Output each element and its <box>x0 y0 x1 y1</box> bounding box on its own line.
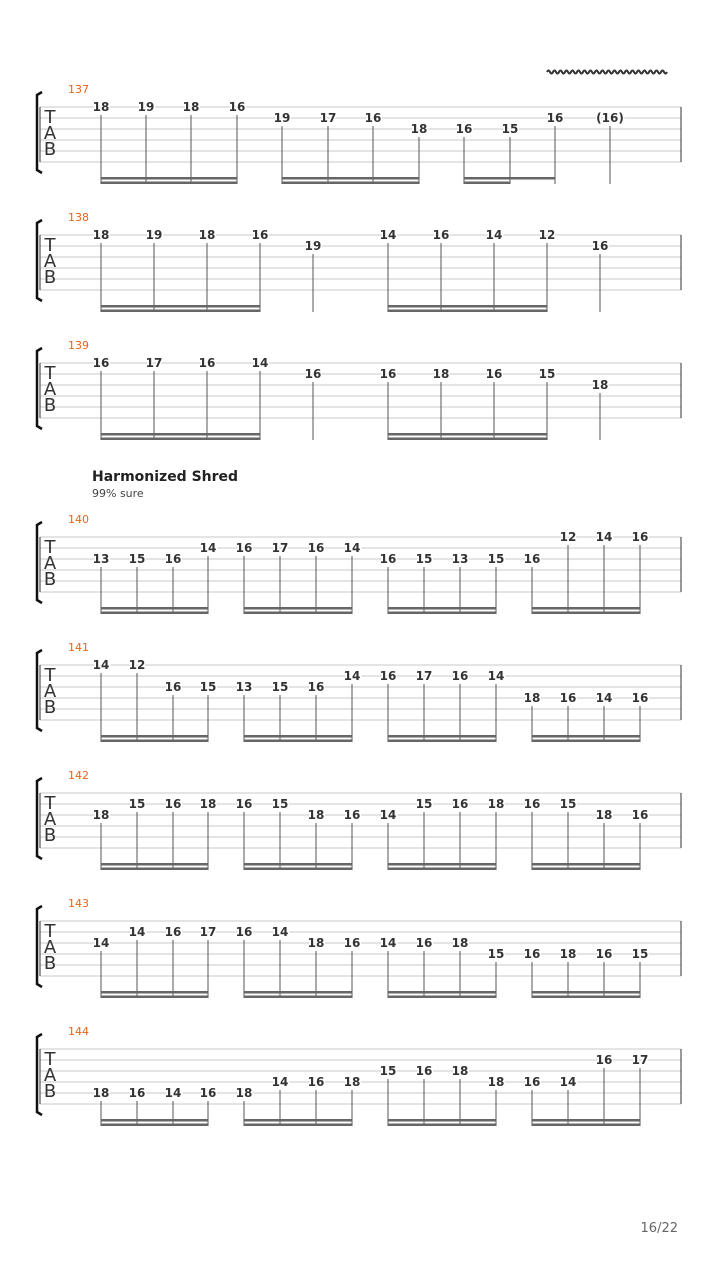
fret-number: 14 <box>485 228 503 242</box>
tab-system <box>37 211 681 312</box>
beam-primary <box>388 991 496 994</box>
fret-number: 17 <box>415 669 433 683</box>
fret-number: 17 <box>271 541 289 555</box>
fret-number: 18 <box>451 936 469 950</box>
fret-number: 14 <box>595 691 613 705</box>
fret-number: 18 <box>307 808 325 822</box>
fret-number: 19 <box>137 100 155 114</box>
tab-clef-letter: T <box>44 921 56 942</box>
beam-primary <box>101 863 208 866</box>
fret-number: 16 <box>307 680 325 694</box>
beam-primary <box>532 735 640 738</box>
tab-clef-letter: A <box>43 379 57 400</box>
fret-number: 18 <box>451 1064 469 1078</box>
fret-number: 16 <box>343 936 361 950</box>
fret-number: 18 <box>307 936 325 950</box>
fret-number: 16 <box>379 367 397 381</box>
beam-primary <box>101 433 260 436</box>
fret-number: 12 <box>128 658 146 672</box>
fret-number: 16 <box>631 691 649 705</box>
beam-primary <box>282 177 419 180</box>
fret-number: 18 <box>92 228 110 242</box>
tab-system <box>37 513 681 614</box>
beam-secondary <box>101 996 208 999</box>
fret-number: 16 <box>595 947 613 961</box>
fret-number: 18 <box>591 378 609 392</box>
fret-number: 17 <box>199 925 217 939</box>
section-title: Harmonized Shred <box>92 469 239 485</box>
fret-number: 18 <box>235 1086 253 1100</box>
tab-clef-letter: B <box>43 569 57 590</box>
fret-number: 17 <box>145 356 163 370</box>
fret-number: 19 <box>273 111 291 125</box>
fret-number: 16 <box>307 1075 325 1089</box>
fret-number: 18 <box>432 367 450 381</box>
beam-primary <box>532 607 640 610</box>
tab-clef-letter: A <box>43 1065 57 1086</box>
measure-number: 141 <box>68 641 89 654</box>
fret-number: 16 <box>631 530 649 544</box>
beam-primary <box>388 607 496 610</box>
beam-secondary <box>282 182 419 185</box>
beam-primary <box>464 177 555 180</box>
vibrato-mark <box>547 71 667 74</box>
fret-number: 14 <box>271 925 289 939</box>
beam-secondary <box>388 868 496 871</box>
beam-primary <box>244 863 352 866</box>
tab-system <box>37 1025 681 1126</box>
fret-number: 14 <box>251 356 269 370</box>
fret-number: 14 <box>595 530 613 544</box>
fret-number: 14 <box>343 669 361 683</box>
fret-number: 16 <box>235 797 253 811</box>
fret-number: 16 <box>485 367 503 381</box>
fret-number: 16 <box>199 1086 217 1100</box>
fret-number: 14 <box>92 936 110 950</box>
fret-number: 16 <box>343 808 361 822</box>
tab-clef-letter: B <box>43 697 57 718</box>
fret-number: 18 <box>182 100 200 114</box>
fret-number: 13 <box>235 680 253 694</box>
fret-number: 18 <box>92 1086 110 1100</box>
tab-clef-letter: A <box>43 681 57 702</box>
beam-primary <box>388 433 547 436</box>
beam-secondary <box>388 996 496 999</box>
fret-number: 14 <box>271 1075 289 1089</box>
fret-number: 18 <box>92 808 110 822</box>
fret-number: 16 <box>631 808 649 822</box>
beam-secondary <box>101 310 260 313</box>
beam-secondary <box>244 1124 352 1127</box>
fret-number: 16 <box>379 669 397 683</box>
fret-number: 18 <box>595 808 613 822</box>
tab-clef-letter: T <box>44 537 56 558</box>
fret-number: 15 <box>487 552 505 566</box>
beam-primary <box>101 735 208 738</box>
fret-number: 15 <box>415 552 433 566</box>
tab-clef-letter: B <box>43 139 57 160</box>
measure-number: 138 <box>68 211 89 224</box>
beam-secondary <box>101 182 237 185</box>
beam-primary <box>244 735 352 738</box>
fret-number: 16 <box>198 356 216 370</box>
fret-number: 16 <box>523 552 541 566</box>
beam-secondary <box>101 438 260 441</box>
beam-secondary <box>244 996 352 999</box>
beam-primary <box>101 177 237 180</box>
measure-number: 139 <box>68 339 89 352</box>
beam-primary <box>532 991 640 994</box>
tab-clef-letter: A <box>43 809 57 830</box>
fret-number: 18 <box>559 947 577 961</box>
fret-number: 18 <box>198 228 216 242</box>
beam-primary <box>101 305 260 308</box>
beam-secondary <box>388 612 496 615</box>
fret-number: 16 <box>164 797 182 811</box>
beam-primary <box>101 607 208 610</box>
tab-system <box>37 339 681 440</box>
beam-secondary <box>244 612 352 615</box>
fret-number: 16 <box>523 947 541 961</box>
beam-secondary <box>244 740 352 743</box>
fret-number: 15 <box>538 367 556 381</box>
beam-secondary <box>388 310 547 313</box>
measure-number: 140 <box>68 513 89 526</box>
fret-number: 14 <box>92 658 110 672</box>
tab-clef-letter: T <box>44 107 56 128</box>
measure-number: 143 <box>68 897 89 910</box>
fret-number: 13 <box>451 552 469 566</box>
fret-number: 16 <box>92 356 110 370</box>
fret-number: 14 <box>128 925 146 939</box>
beam-secondary <box>464 182 510 185</box>
fret-number: 15 <box>128 797 146 811</box>
fret-number: 19 <box>145 228 163 242</box>
beam-secondary <box>532 1124 640 1127</box>
fret-number: 16 <box>523 1075 541 1089</box>
fret-number: 14 <box>199 541 217 555</box>
fret-number: 16 <box>304 367 322 381</box>
section-subtitle: 99% sure <box>92 487 144 500</box>
page-number: 16/22 <box>640 1221 678 1236</box>
fret-number: 18 <box>410 122 428 136</box>
fret-number: 16 <box>415 936 433 950</box>
tab-clef-letter: T <box>44 793 56 814</box>
fret-number: 14 <box>164 1086 182 1100</box>
fret-number: 16 <box>364 111 382 125</box>
fret-number: 14 <box>379 228 397 242</box>
beam-primary <box>388 863 496 866</box>
measure-number: 142 <box>68 769 89 782</box>
fret-number: 15 <box>199 680 217 694</box>
fret-number: 14 <box>559 1075 577 1089</box>
fret-number: 16 <box>415 1064 433 1078</box>
beam-secondary <box>101 740 208 743</box>
fret-number: 16 <box>559 691 577 705</box>
measure-number: 137 <box>68 83 89 96</box>
measure-number: 144 <box>68 1025 89 1038</box>
fret-number: 16 <box>251 228 269 242</box>
beam-secondary <box>532 996 640 999</box>
fret-number: 18 <box>199 797 217 811</box>
tab-clef-letter: B <box>43 395 57 416</box>
beam-primary <box>101 1119 208 1122</box>
beam-primary <box>532 863 640 866</box>
fret-number: 14 <box>379 808 397 822</box>
fret-number: 14 <box>487 669 505 683</box>
fret-number: 15 <box>501 122 519 136</box>
fret-number: 19 <box>304 239 322 253</box>
fret-number: 16 <box>595 1053 613 1067</box>
fret-number: 17 <box>631 1053 649 1067</box>
tab-clef-letter: B <box>43 267 57 288</box>
tab-clef-letter: T <box>44 363 56 384</box>
beam-secondary <box>388 740 496 743</box>
fret-number: 18 <box>487 797 505 811</box>
tab-system <box>37 769 681 870</box>
tab-clef-letter: B <box>43 825 57 846</box>
fret-number: 17 <box>319 111 337 125</box>
fret-number: 15 <box>631 947 649 961</box>
beam-secondary <box>101 612 208 615</box>
tab-system <box>37 641 681 742</box>
tab-system <box>37 897 681 998</box>
tab-clef-letter: A <box>43 553 57 574</box>
fret-number: 16 <box>235 925 253 939</box>
tab-clef-letter: A <box>43 251 57 272</box>
fret-number: 15 <box>415 797 433 811</box>
beam-secondary <box>532 612 640 615</box>
fret-number: 16 <box>164 925 182 939</box>
beam-secondary <box>101 1124 208 1127</box>
beam-primary <box>101 991 208 994</box>
beam-primary <box>388 735 496 738</box>
tab-clef-letter: A <box>43 937 57 958</box>
fret-number: 16 <box>228 100 246 114</box>
fret-number: 15 <box>128 552 146 566</box>
tab-clef-letter: T <box>44 235 56 256</box>
beam-primary <box>532 1119 640 1122</box>
fret-number: 16 <box>591 239 609 253</box>
fret-number: 16 <box>451 669 469 683</box>
fret-number: 16 <box>128 1086 146 1100</box>
beam-secondary <box>244 868 352 871</box>
tab-clef-letter: B <box>43 1081 57 1102</box>
fret-number: 18 <box>487 1075 505 1089</box>
fret-number: 16 <box>451 797 469 811</box>
beam-primary <box>244 1119 352 1122</box>
beam-secondary <box>532 740 640 743</box>
beam-primary <box>388 1119 496 1122</box>
fret-number: 14 <box>343 541 361 555</box>
tab-clef-letter: A <box>43 123 57 144</box>
tab-clef-letter: T <box>44 1049 56 1070</box>
fret-number: 16 <box>546 111 564 125</box>
beam-secondary <box>101 868 208 871</box>
fret-number: 18 <box>343 1075 361 1089</box>
fret-number: 16 <box>164 552 182 566</box>
beam-primary <box>244 607 352 610</box>
fret-number: (16) <box>596 111 624 125</box>
beam-primary <box>244 991 352 994</box>
fret-number: 15 <box>271 680 289 694</box>
fret-number: 16 <box>523 797 541 811</box>
fret-number: 15 <box>487 947 505 961</box>
fret-number: 18 <box>92 100 110 114</box>
beam-primary <box>388 305 547 308</box>
tab-system <box>37 83 681 184</box>
fret-number: 15 <box>271 797 289 811</box>
tab-clef-letter: B <box>43 953 57 974</box>
beam-secondary <box>388 438 547 441</box>
beam-secondary <box>388 1124 496 1127</box>
fret-number: 14 <box>379 936 397 950</box>
fret-number: 16 <box>455 122 473 136</box>
fret-number: 16 <box>307 541 325 555</box>
fret-number: 15 <box>379 1064 397 1078</box>
fret-number: 12 <box>559 530 577 544</box>
fret-number: 16 <box>235 541 253 555</box>
fret-number: 12 <box>538 228 556 242</box>
fret-number: 16 <box>432 228 450 242</box>
tab-clef-letter: T <box>44 665 56 686</box>
fret-number: 16 <box>379 552 397 566</box>
fret-number: 13 <box>92 552 110 566</box>
fret-number: 15 <box>559 797 577 811</box>
fret-number: 18 <box>523 691 541 705</box>
beam-secondary <box>532 868 640 871</box>
fret-number: 16 <box>164 680 182 694</box>
